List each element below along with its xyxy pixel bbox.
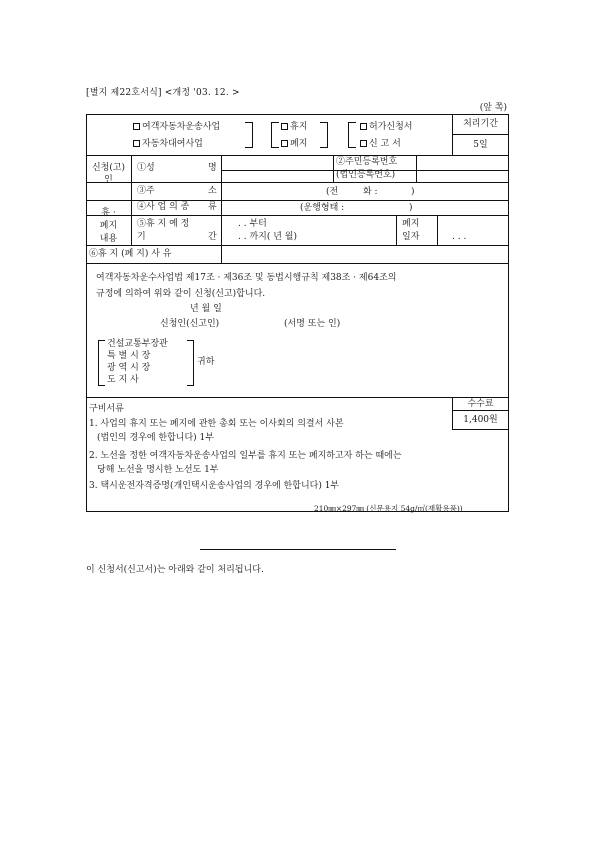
bracket bbox=[245, 122, 253, 148]
recipient-bracket-right bbox=[187, 340, 194, 386]
applicant-section-label: 신청(고) bbox=[91, 163, 126, 173]
option-permit-application[interactable]: 허가신청서 bbox=[360, 122, 412, 133]
suspension-section-label-3: 내용 bbox=[99, 234, 118, 244]
name-field[interactable] bbox=[222, 156, 332, 181]
recipient-governor: 도 지 사 bbox=[107, 375, 139, 385]
operation-type-close: ) bbox=[409, 203, 413, 213]
document-item-3: 3. 택시운전자격증명(개인택시운송사업의 경우에 한합니다) 1부 bbox=[89, 481, 340, 491]
signature-field[interactable]: (서명 또는 인) bbox=[284, 319, 341, 329]
address-field[interactable] bbox=[222, 183, 322, 199]
document-item-2-cont: 당해 노선을 명시한 노선도 1부 bbox=[97, 465, 219, 475]
reason-label: ⑥휴 지 (폐 지) 사 유 bbox=[89, 249, 172, 259]
divider bbox=[200, 549, 396, 550]
period-label-3: 간 bbox=[208, 232, 217, 242]
processing-period-value: 5일 bbox=[473, 140, 488, 150]
documents-title: 구비서류 bbox=[89, 404, 124, 414]
business-type-label-end: 류 bbox=[208, 202, 217, 212]
checkbox[interactable] bbox=[133, 123, 140, 130]
bracket bbox=[348, 122, 356, 148]
option-report[interactable]: 신 고 서 bbox=[360, 139, 401, 150]
option-abolish[interactable]: 폐지 bbox=[281, 139, 307, 150]
registration-number-field[interactable] bbox=[417, 156, 508, 181]
bracket bbox=[271, 122, 279, 148]
option-suspend[interactable]: 휴지 bbox=[281, 122, 307, 133]
business-type-label: ④사 업 의 종 bbox=[137, 202, 190, 212]
recipient-metropolitan-mayor: 광 역 시 장 bbox=[107, 363, 151, 373]
abolish-date-value[interactable]: . . . bbox=[452, 232, 467, 242]
phone-label-colon: 화 : bbox=[363, 187, 378, 197]
checkbox[interactable] bbox=[133, 140, 140, 147]
abolish-date-label: 폐지 bbox=[402, 219, 420, 229]
registration-number-label: ②주민등록번호 bbox=[336, 157, 398, 167]
address-label: ③주 bbox=[137, 186, 155, 196]
name-label-end: 명 bbox=[208, 163, 217, 173]
recipient-minister: 건설교통부장관 bbox=[107, 339, 168, 349]
document-item-1-cont: (법인의 경우에 한합니다) 1부 bbox=[97, 433, 214, 443]
processing-note: 이 신청서(신고서)는 아래와 같이 처리됩니다. bbox=[86, 565, 264, 575]
recipient-special-city-mayor: 특 별 시 장 bbox=[107, 351, 151, 361]
page-side-label: (앞 쪽) bbox=[479, 103, 507, 113]
suspension-section-label-2: 폐지 bbox=[99, 221, 118, 231]
applicant-signature-label: 신청인(신고인) bbox=[160, 319, 220, 329]
suspension-section-label: 휴 · bbox=[101, 208, 116, 218]
reason-field[interactable] bbox=[222, 246, 508, 262]
fee-value: 1,400원 bbox=[463, 415, 498, 425]
option-car-rental[interactable]: 자동차대여사업 bbox=[133, 139, 203, 150]
checkbox[interactable] bbox=[360, 123, 367, 130]
period-label: ⑤휴 지 예 정 bbox=[137, 219, 190, 229]
document-item-2: 2. 노선을 정한 여객자동차운송사업의 일부를 휴지 또는 폐지하고자 하는 때에는 bbox=[89, 451, 402, 461]
operation-type-label: (운행형태 : bbox=[300, 203, 345, 213]
period-to[interactable]: . . 까지( 년 월) bbox=[238, 232, 297, 242]
phone-label-close: ) bbox=[411, 187, 415, 197]
checkbox[interactable] bbox=[281, 140, 288, 147]
paper-spec: 210㎜×297㎜ (신문용지 54g/㎡(재활용품)) bbox=[314, 504, 463, 513]
form-number: [별지 제22호서식] <개정 '03. 12. > bbox=[86, 88, 240, 98]
fee-label: 수수료 bbox=[467, 399, 494, 409]
statement-line-2: 규정에 의하여 위와 같이 신청(신고)합니다. bbox=[96, 289, 266, 299]
corporate-registration-label: (법인등록번호) bbox=[336, 170, 396, 180]
date-line[interactable]: 년 월 일 bbox=[190, 304, 222, 314]
period-from[interactable]: . . 부터 bbox=[238, 219, 267, 229]
option-passenger-transport[interactable]: 여객자동차운송사업 bbox=[133, 122, 220, 133]
bracket bbox=[320, 122, 328, 148]
name-label: ①성 bbox=[137, 163, 155, 173]
address-label-end: 소 bbox=[208, 186, 217, 196]
checkbox[interactable] bbox=[360, 140, 367, 147]
processing-period-label: 처리기간 bbox=[463, 119, 498, 129]
period-label-2: 기 bbox=[137, 232, 146, 242]
checkbox[interactable] bbox=[281, 123, 288, 130]
abolish-date-label-2: 일자 bbox=[402, 232, 420, 242]
recipient-suffix: 귀하 bbox=[197, 357, 215, 367]
phone-label: (전 bbox=[326, 187, 339, 197]
applicant-section-label-2: 인 bbox=[104, 175, 113, 185]
recipient-bracket-left bbox=[98, 340, 105, 386]
document-item-1: 1. 사업의 휴지 또는 폐지에 관한 총회 또는 이사회의 의결서 사본 bbox=[89, 419, 344, 429]
statement-line-1: 여객자동차운수사업법 제17조 · 제36조 및 동법시행규칙 제38조 · 제64조의 bbox=[96, 273, 397, 283]
